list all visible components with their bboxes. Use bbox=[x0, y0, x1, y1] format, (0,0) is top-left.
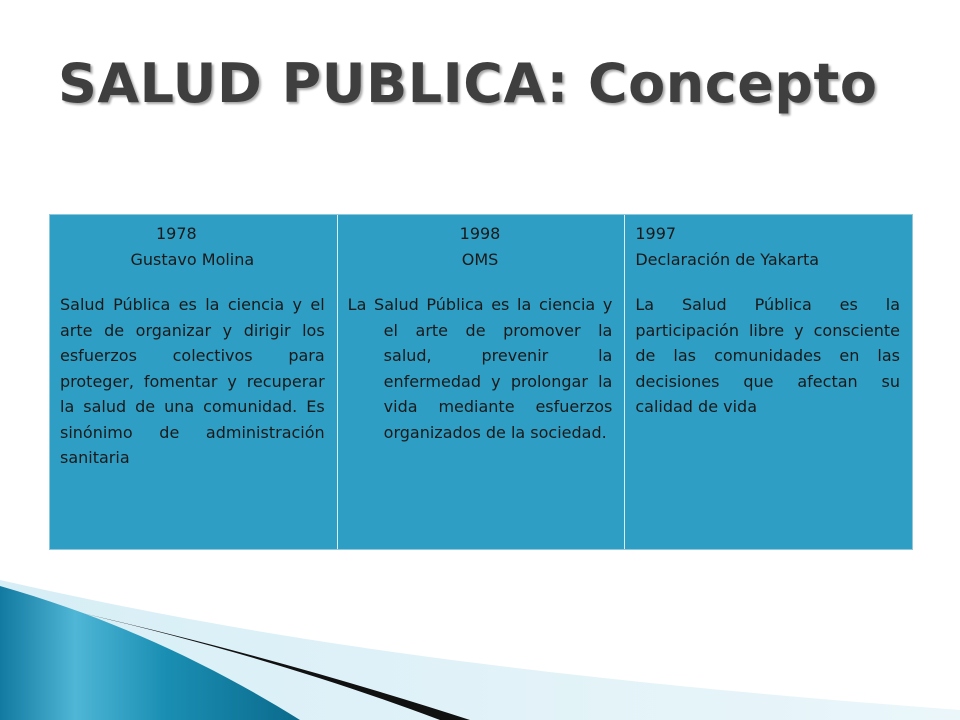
column-definition: La Salud Pública es la participación libre y consciente de las comunidades en las decisiones que afectan su calidad de vida bbox=[635, 295, 901, 416]
slide-title: SALUD PUBLICA: Concepto bbox=[58, 52, 878, 115]
decorative-swoosh bbox=[0, 580, 960, 720]
swoosh-light-band bbox=[0, 580, 960, 720]
column-author: OMS bbox=[461, 249, 499, 269]
column-year: 1978 bbox=[156, 224, 197, 243]
column-author: Declaración de Yakarta bbox=[635, 249, 820, 269]
definition-column-oms bbox=[337, 215, 625, 549]
definition-column-yakarta bbox=[624, 215, 912, 549]
column-author: Gustavo Molina bbox=[130, 249, 255, 269]
swoosh-teal-band bbox=[0, 586, 300, 720]
swoosh-dark-stroke bbox=[60, 608, 470, 720]
definitions-table bbox=[49, 214, 913, 550]
column-year: 1997 bbox=[635, 224, 677, 243]
column-definition: La Salud Pública es la ciencia y el arte de promover la salud, prevenir la enfermedad y prolongar la vida mediante esfuerzos organizados de la sociedad. bbox=[347, 295, 613, 442]
definition-column-molina bbox=[50, 215, 337, 549]
column-definition: Salud Pública es la ciencia y el arte de organizar y dirigir los esfuerzos colectivos para proteger, fomentar y recuperar la salud de una comunidad. Es sinónimo de administración sanitaria bbox=[60, 295, 325, 467]
column-year: 1998 bbox=[459, 224, 501, 243]
